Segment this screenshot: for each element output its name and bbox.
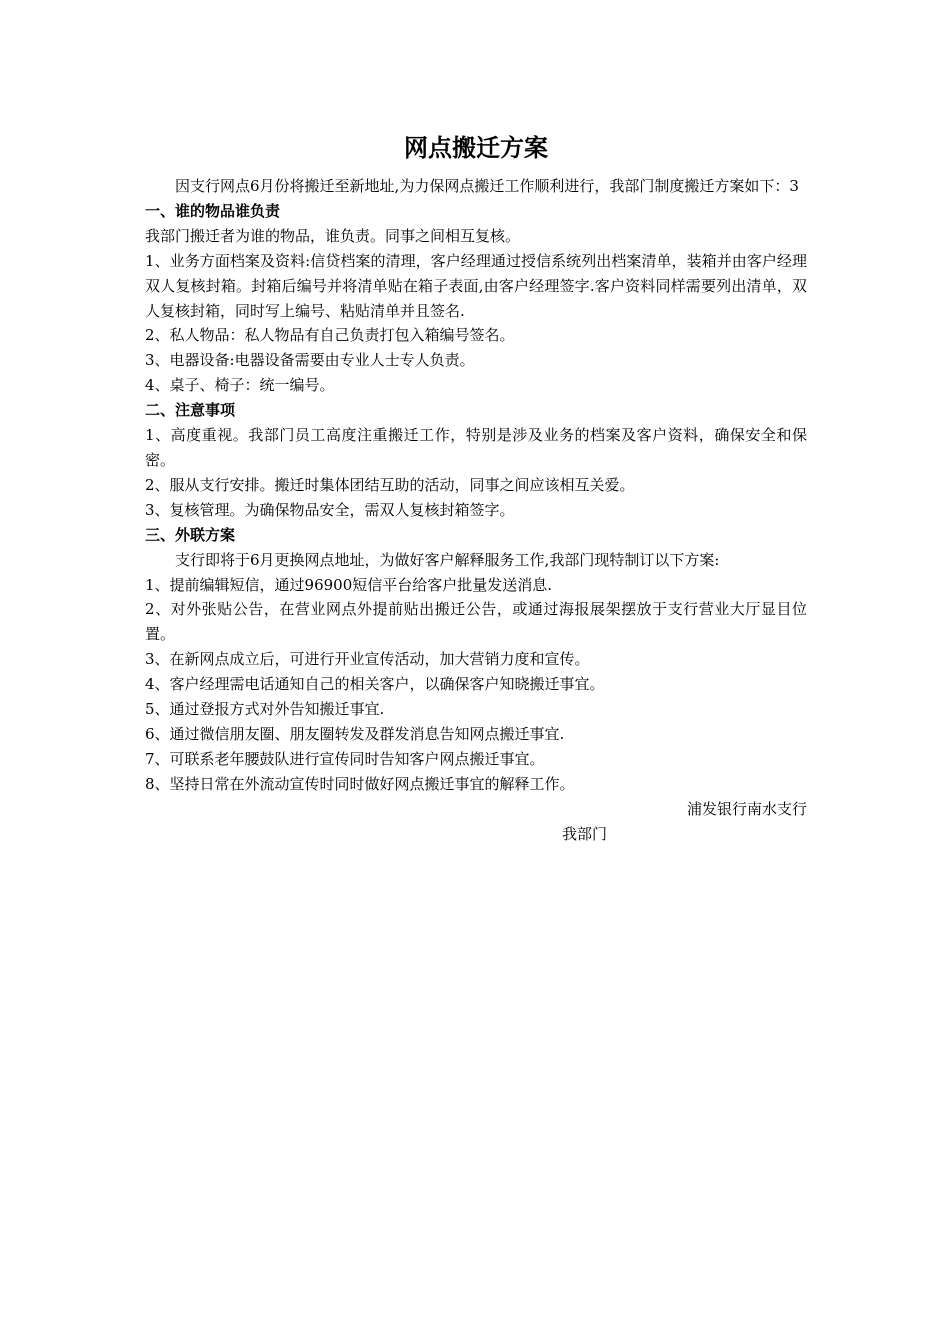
section-3-item: 7、可联系老年腰鼓队进行宣传同时告知客户网点搬迁事宜。 <box>145 749 545 768</box>
section-3-item: 1、提前编辑短信，通过96900短信平台给客户批量发送消息. <box>145 575 553 594</box>
section-1-item: 1、业务方面档案及资料:信贷档案的清理，客户经理通过授信系统列出档案清单，装箱并由客户经理双人复核封箱。封箱后编号并将清单贴在箱子表面,由客户经理签字.客户资料同样需要列出清单，双人复核封箱，同时写上编号、粘贴清单并且签名. <box>145 251 807 320</box>
section-2-heading: 二、注意事项 <box>145 401 236 420</box>
document-title: 网点搬迁方案 <box>404 134 548 162</box>
section-1-item: 3、电器设备:电器设备需要由专业人士专人负责。 <box>145 351 475 370</box>
section-2-item: 2、服从支行安排。搬迁时集体团结互助的活动，同事之间应该相互关爱。 <box>145 475 635 494</box>
section-3-item: 6、通过微信朋友圈、朋友圈转发及群发消息告知网点搬迁事宜. <box>145 724 565 743</box>
intro-paragraph: 因支行网点6月份将搬迁至新地址,为力保网点搬迁工作顺利进行，我部门制度搬迁方案如下：3 <box>175 177 799 195</box>
section-3-lead: 支行即将于6月更换网点地址，为做好客户解释服务工作,我部门现特制订以下方案: <box>175 550 720 569</box>
section-1-heading: 一、谁的物品谁负责 <box>145 201 281 220</box>
section-1-lead: 我部门搬迁者为谁的物品，谁负责。同事之间相互复核。 <box>145 226 521 245</box>
section-3-item: 2、对外张贴公告，在营业网点外提前贴出搬迁公告，或通过海报展架摆放于支行营业大厅显目位置。 <box>145 600 807 644</box>
section-3-item: 8、坚持日常在外流动宣传时同时做好网点搬迁事宜的解释工作。 <box>145 774 575 793</box>
signature-organization: 浦发银行南水支行 <box>686 799 807 818</box>
section-2-item: 1、高度重视。我部门员工高度注重搬迁工作，特别是涉及业务的档案及客户资料，确保安全和保密。 <box>145 426 807 469</box>
section-3-item: 5、通过登报方式对外告知搬迁事宜. <box>145 700 385 719</box>
section-3-item: 4、客户经理需电话通知自己的相关客户，以确保客户知晓搬迁事宜。 <box>145 675 605 694</box>
section-2-item: 3、复核管理。为确保物品安全，需双人复核封箱签字。 <box>145 500 515 519</box>
section-3-heading: 三、外联方案 <box>145 525 236 544</box>
document-page <box>145 128 807 846</box>
section-1-item: 2、私人物品：私人物品有自己负责打包入箱编号签名。 <box>145 326 515 345</box>
signature-department: 我部门 <box>562 824 608 843</box>
section-1-item: 4、桌子、椅子：统一编号。 <box>145 376 335 395</box>
section-3-item: 3、在新网点成立后，可进行开业宣传活动，加大营销力度和宣传。 <box>145 650 590 669</box>
